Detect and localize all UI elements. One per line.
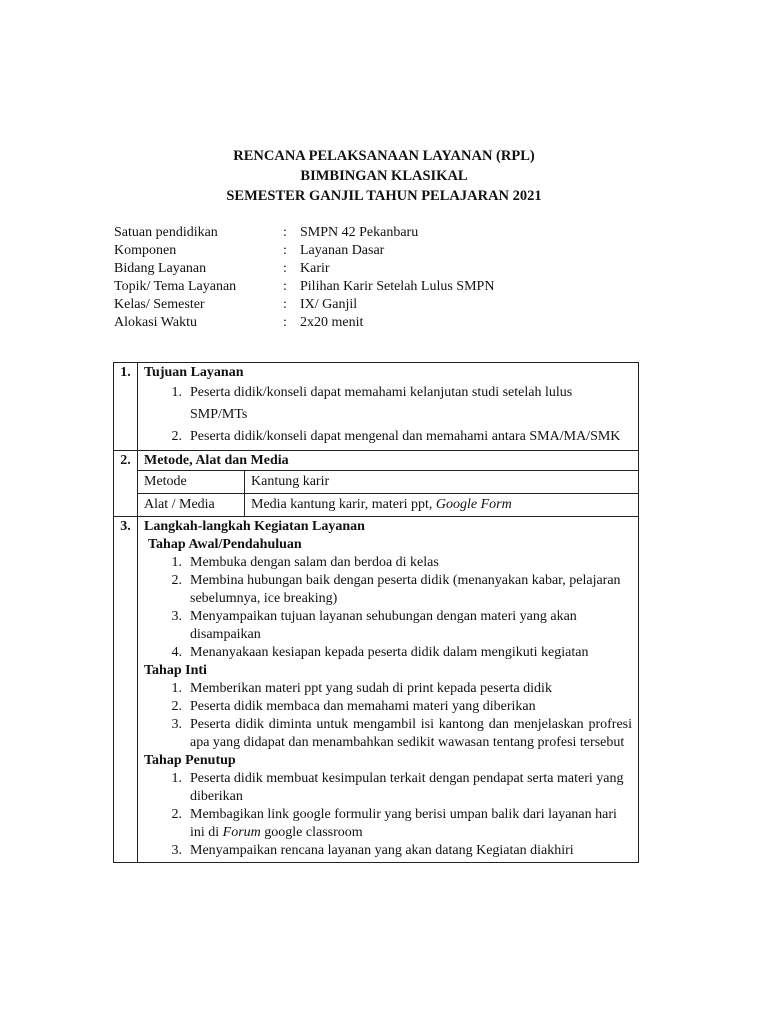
item-number: 1. <box>171 555 182 570</box>
item-text: Menanyakaan kesiapan kepada peserta didik dalam mengikuti kegiatan <box>190 645 589 660</box>
stage-heading-awal: Tahap Awal/Pendahuluan <box>148 537 302 552</box>
info-label: Komponen <box>114 243 177 258</box>
section-metode <box>114 451 639 517</box>
info-separator: : <box>283 297 287 312</box>
item-number: 2. <box>171 573 182 588</box>
info-value: Karir <box>300 261 330 276</box>
section-heading: Metode, Alat dan Media <box>144 453 289 468</box>
item-text: Membuka dengan salam dan berdoa di kelas <box>190 555 439 570</box>
awal-list <box>144 554 632 662</box>
item-text: Menyampaikan rencana layanan yang akan datang Kegiatan diakhiri <box>190 843 574 858</box>
item-number: 2. <box>171 429 182 444</box>
item-number: 1. <box>171 681 182 696</box>
item-number: 1. <box>171 385 182 400</box>
table-cell-label: Alat / Media <box>138 494 245 517</box>
info-separator: : <box>283 261 287 276</box>
info-value: Pilihan Karir Setelah Lulus SMPN <box>300 279 495 294</box>
info-row <box>114 242 494 260</box>
info-row <box>114 278 494 296</box>
section-number: 2. <box>114 451 138 517</box>
item-number: 3. <box>171 717 182 732</box>
info-label: Kelas/ Semester <box>114 297 205 312</box>
item-text: Peserta didik/konseli dapat memahami kelanjutan studi setelah lulus SMP/MTs <box>190 385 573 422</box>
doc-title: RENCANA PELAKSANAAN LAYANAN (RPL) <box>233 148 535 164</box>
list-item <box>144 680 632 698</box>
item-text <box>190 806 632 842</box>
table-cell-value: Kantung karir <box>245 471 639 494</box>
table-row <box>138 494 638 517</box>
item-text: Peserta didik membuat kesimpulan terkait dengan pendapat serta materi yang diberikan <box>190 771 624 804</box>
item-text: Menyampaikan tujuan layanan sehubungan dengan materi yang akan disampaikan <box>190 609 577 642</box>
list-item <box>144 572 632 608</box>
stage-heading-inti: Tahap Inti <box>144 663 207 678</box>
list-item <box>144 382 632 426</box>
section-heading: Tujuan Layanan <box>144 365 244 380</box>
list-item <box>144 554 632 572</box>
section-content <box>138 363 639 451</box>
info-value: SMPN 42 Pekanbaru <box>300 225 419 240</box>
table-row <box>138 471 638 494</box>
item-number: 2. <box>171 699 182 714</box>
item-number: 2. <box>171 807 182 822</box>
item-text: Peserta didik/konseli dapat mengenal dan memahami antara SMA/MA/SMK <box>190 429 621 444</box>
stage-heading-penutup: Tahap Penutup <box>144 753 236 768</box>
info-separator: : <box>283 225 287 240</box>
list-item <box>144 716 632 752</box>
list-item <box>144 806 632 842</box>
section-heading: Langkah-langkah Kegiatan Layanan <box>144 519 365 534</box>
info-row <box>114 296 494 314</box>
tujuan-list <box>144 382 632 448</box>
info-block <box>114 224 494 332</box>
item-text: Memberikan materi ppt yang sudah di print kepada peserta didik <box>190 681 552 696</box>
section-tujuan <box>114 363 639 451</box>
item-text: Peserta didik diminta untuk mengambil isi kantong dan menjelaskan profresi apa yang didapat dan menambahkan sedikit wawasan tentang profesi tersebut <box>190 717 632 750</box>
info-separator: : <box>283 315 287 330</box>
item-number: 3. <box>171 609 182 624</box>
info-label: Bidang Layanan <box>114 261 207 276</box>
section-number: 1. <box>114 363 138 451</box>
item-number: 1. <box>171 771 182 786</box>
media-text: Media kantung karir, materi ppt, <box>251 497 436 512</box>
list-item <box>144 698 632 716</box>
section-content <box>138 517 639 863</box>
item-number: 4. <box>171 645 182 660</box>
table-cell-value <box>245 494 639 517</box>
item-number: 3. <box>171 843 182 858</box>
info-row <box>114 314 494 332</box>
doc-semester: SEMESTER GANJIL TAHUN PELAJARAN 2021 <box>226 188 542 204</box>
info-value: IX/ Ganjil <box>300 297 358 312</box>
media-google-form: Google Form <box>435 497 512 512</box>
list-item <box>144 608 632 644</box>
section-langkah <box>114 517 639 863</box>
info-value: 2x20 menit <box>300 315 364 330</box>
item-text-forum: Forum <box>222 825 261 840</box>
info-row <box>114 224 494 242</box>
info-value: Layanan Dasar <box>300 243 385 258</box>
list-item <box>144 426 632 448</box>
item-text-part: Membagikan link google formulir yang berisi umpan balik dari layanan hari ini di <box>190 807 617 840</box>
list-item <box>144 644 632 662</box>
doc-subtitle: BIMBINGAN KLASIKAL <box>300 168 468 184</box>
info-label: Topik/ Tema Layanan <box>114 279 237 294</box>
rpl-table <box>113 362 639 863</box>
item-text: Membina hubungan baik dengan peserta didik (menanyakan kabar, pelajaran sebelumnya, ice breaking) <box>190 573 621 606</box>
inti-list <box>144 680 632 752</box>
info-row <box>114 260 494 278</box>
info-separator: : <box>283 279 287 294</box>
list-item <box>144 842 632 860</box>
list-item <box>144 770 632 806</box>
info-label: Alokasi Waktu <box>114 315 197 330</box>
table-cell-label: Metode <box>138 471 245 494</box>
info-separator: : <box>283 243 287 258</box>
section-content <box>138 451 639 517</box>
section-number: 3. <box>114 517 138 863</box>
metode-table <box>138 470 638 516</box>
info-label: Satuan pendidikan <box>114 225 218 240</box>
penutup-list <box>144 770 632 860</box>
item-text-part: google classroom <box>260 825 363 840</box>
item-text: Peserta didik membaca dan memahami materi yang diberikan <box>190 699 536 714</box>
